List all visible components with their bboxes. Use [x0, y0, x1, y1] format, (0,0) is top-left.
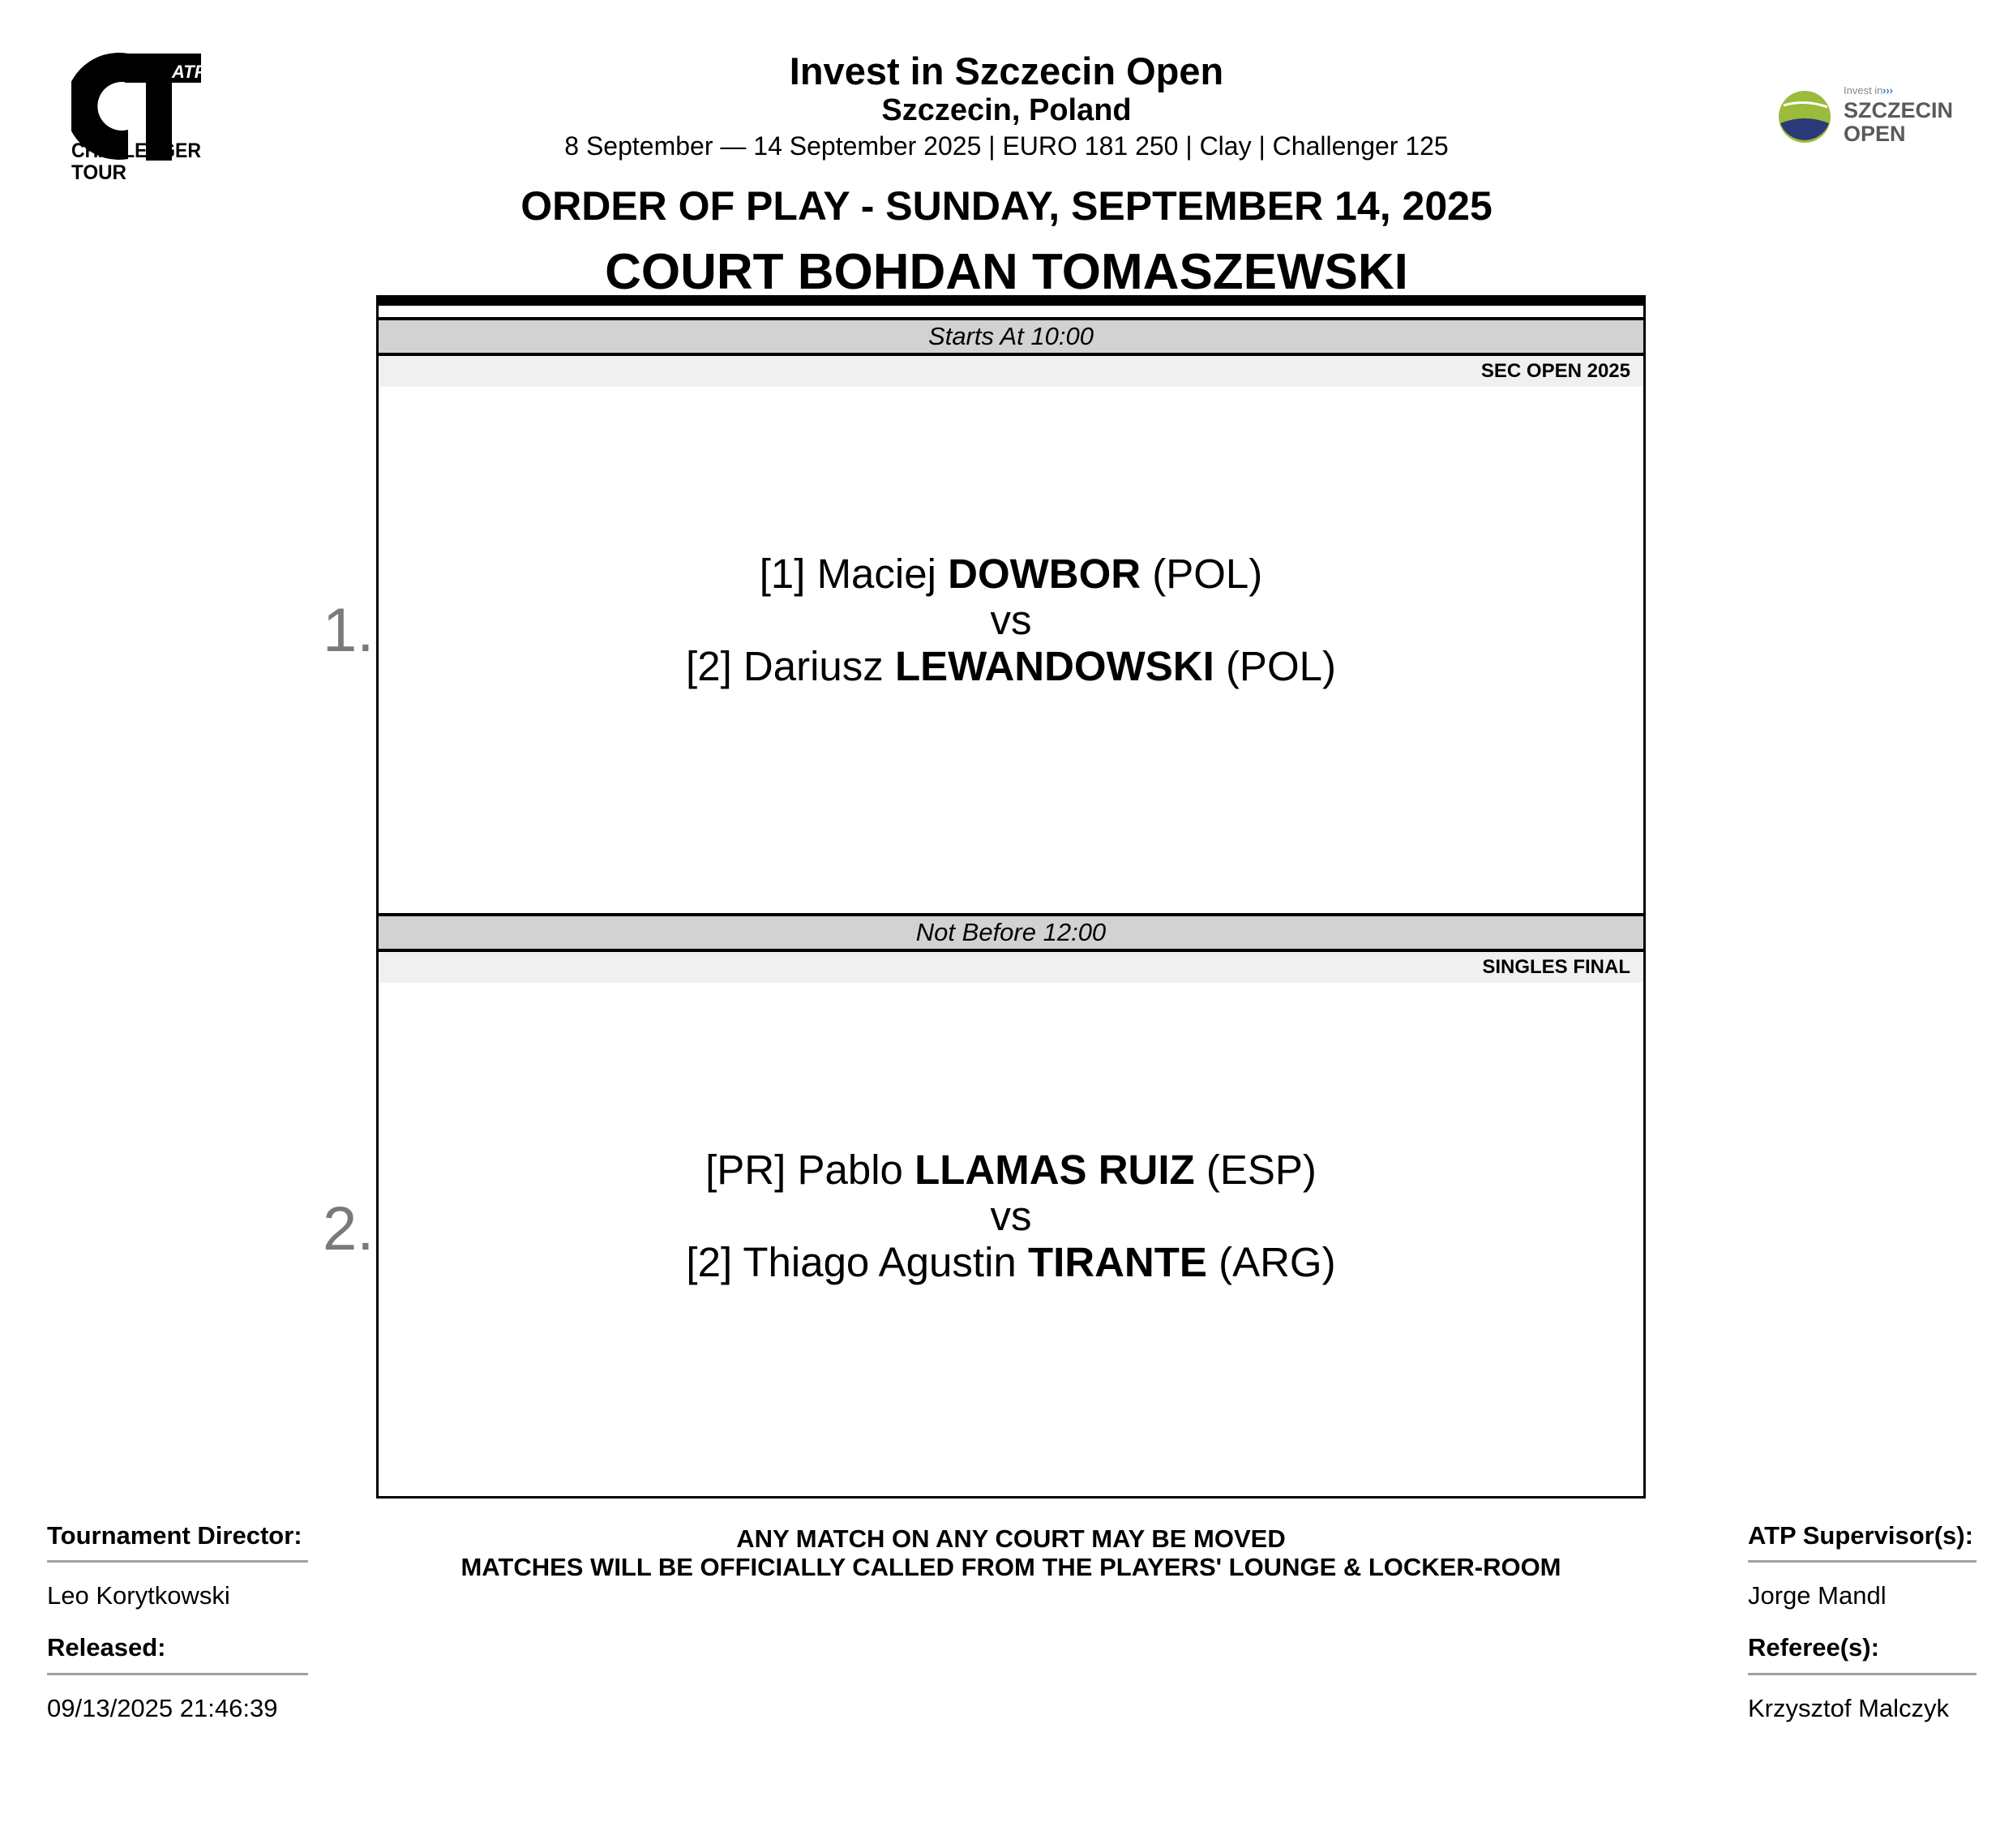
player-last-name: DOWBOR	[948, 551, 1141, 597]
svg-text:OPEN: OPEN	[1844, 122, 1906, 146]
match-1-round: SEC OPEN 2025	[379, 356, 1643, 387]
court-schedule-table	[376, 295, 1646, 1499]
match-1-player-1	[379, 551, 1643, 597]
player-country: (POL)	[1225, 643, 1336, 689]
match-1-player-2	[379, 643, 1643, 689]
supervisor-divider	[1748, 1560, 1977, 1563]
order-of-play-heading: ORDER OF PLAY - SUNDAY, SEPTEMBER 14, 2025	[520, 183, 1493, 229]
tournament-title: Invest in Szczecin Open	[789, 49, 1224, 92]
notice-line-1: ANY MATCH ON ANY COURT MAY BE MOVED	[736, 1524, 1286, 1553]
svg-text:Invest in: Invest in	[1844, 84, 1883, 96]
svg-text:TOUR: TOUR	[71, 161, 126, 184]
notice-line-2: MATCHES WILL BE OFFICIALLY CALLED FROM THE PLAYERS' LOUNGE & LOCKER-ROOM	[460, 1553, 1561, 1581]
player-seed: [1]	[759, 551, 806, 597]
match-2-player-2	[379, 1239, 1643, 1285]
player-first-name: Dariusz	[743, 643, 884, 689]
match-number-2: 2.	[323, 1194, 375, 1263]
tournament-location: Szczecin, Poland	[881, 93, 1132, 127]
match-2-round: SINGLES FINAL	[379, 952, 1643, 983]
player-country: (ARG)	[1219, 1239, 1336, 1285]
svg-text:ATP: ATP	[172, 62, 207, 82]
supervisor-name: Jorge Mandl	[1748, 1581, 1887, 1610]
player-seed: [2]	[686, 643, 732, 689]
match-1-card	[379, 551, 1643, 689]
released-divider	[47, 1673, 308, 1675]
player-last-name: LLAMAS RUIZ	[914, 1147, 1195, 1193]
referee-divider	[1748, 1673, 1977, 1675]
supervisor-label: ATP Supervisor(s):	[1748, 1521, 1973, 1550]
director-label: Tournament Director:	[47, 1521, 302, 1550]
player-first-name: Thiago Agustin	[743, 1239, 1017, 1285]
svg-text:SZCZECIN: SZCZECIN	[1844, 98, 1953, 122]
match-2-time: Not Before 12:00	[379, 913, 1643, 952]
match-2-card	[379, 1147, 1643, 1285]
referee-label: Referee(s):	[1748, 1633, 1879, 1661]
referee-name: Krzysztof Malczyk	[1748, 1694, 1950, 1722]
tournament-info: 8 September — 14 September 2025 | EURO 181 250 | Clay | Challenger 125	[564, 131, 1449, 161]
match-2-versus: vs	[990, 1193, 1032, 1239]
player-seed: [2]	[686, 1239, 733, 1285]
player-last-name: TIRANTE	[1027, 1239, 1207, 1285]
player-first-name: Maciej	[816, 551, 936, 597]
court-name: COURT BOHDAN TOMASZEWSKI	[605, 244, 1408, 300]
director-divider	[47, 1560, 308, 1563]
svg-text:›››: ›››	[1882, 84, 1893, 96]
director-name: Leo Korytkowski	[47, 1581, 230, 1610]
released-label: Released:	[47, 1633, 166, 1661]
player-seed: [PR]	[705, 1147, 786, 1193]
match-number-1: 1.	[323, 596, 375, 665]
released-value: 09/13/2025 21:46:39	[47, 1694, 278, 1722]
svg-text:CHALLENGER: CHALLENGER	[71, 139, 201, 162]
match-2-player-1	[379, 1147, 1643, 1193]
match-1-versus: vs	[990, 597, 1032, 643]
player-country: (ESP)	[1206, 1147, 1317, 1193]
player-country: (POL)	[1152, 551, 1263, 597]
match-1-time: Starts At 10:00	[379, 317, 1643, 356]
player-last-name: LEWANDOWSKI	[894, 643, 1214, 689]
player-first-name: Pablo	[797, 1147, 903, 1193]
